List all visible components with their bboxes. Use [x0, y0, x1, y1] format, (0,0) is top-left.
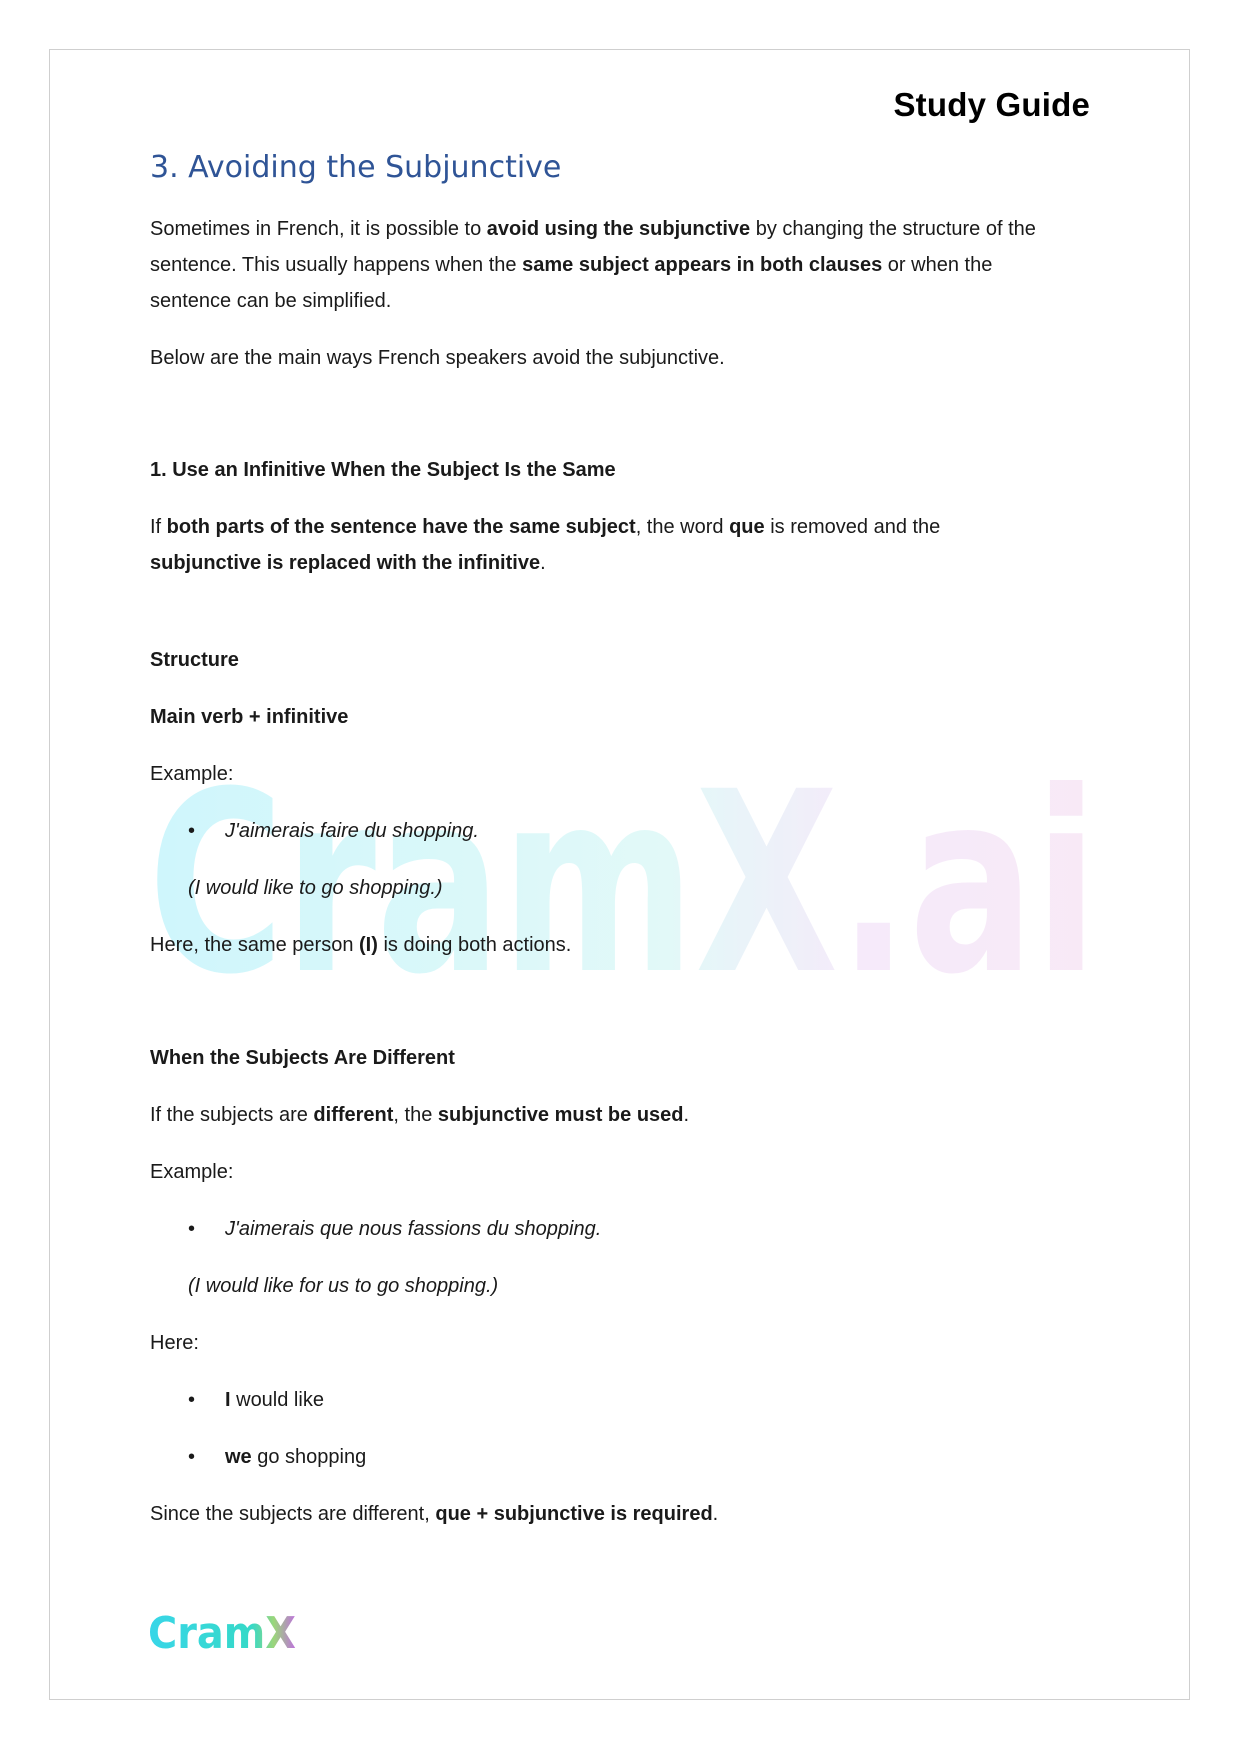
- here-label: Here:: [150, 1332, 199, 1354]
- bullet-icon: •: [188, 1218, 196, 1240]
- conclusion-paragraph: Since the subjects are different, que + subjunctive is required.: [150, 1503, 719, 1525]
- example-french: J'aimerais faire du shopping.: [225, 820, 479, 842]
- example-french-2: J'aimerais que nous fassions du shopping.: [225, 1218, 602, 1240]
- intro-paragraph-2: Below are the main ways French speakers avoid the subjunctive.: [150, 347, 725, 369]
- structure-heading: Structure: [150, 649, 239, 671]
- example-english-2: (I would like for us to go shopping.): [188, 1275, 499, 1297]
- watermark-text: CramX.ai: [148, 755, 1098, 995]
- list-item: • I would like: [188, 1382, 324, 1418]
- list-item: [188, 1211, 601, 1247]
- bullet-icon: •: [188, 1389, 196, 1411]
- example-label: Example:: [150, 763, 234, 785]
- rule2-heading: When the Subjects Are Different: [150, 1047, 455, 1069]
- bullet-icon: •: [188, 1446, 196, 1468]
- bullet-icon: •: [188, 820, 196, 842]
- rule1-note: Here, the same person (I) is doing both actions.: [150, 934, 572, 956]
- cramx-logo: [148, 1608, 298, 1656]
- intro-paragraph: Sometimes in French, it is possible to avoid using the subjunctive by changing the structure of the sentence. This usually happens when the same subject appears in both clauses or when the sentence can be simplified.: [150, 218, 1036, 312]
- logo-text: CramX: [148, 1608, 297, 1656]
- section-title: 3. Avoiding the Subjunctive: [150, 150, 562, 185]
- rule1-paragraph: If both parts of the sentence have the same subject, the word que is removed and the subjunctive is replaced with the infinitive.: [150, 516, 941, 574]
- structure-formula: Main verb + infinitive: [150, 706, 349, 728]
- example-english: (I would like to go shopping.): [188, 877, 443, 899]
- example-label-2: Example:: [150, 1161, 234, 1183]
- rule1-heading: 1. Use an Infinitive When the Subject Is the Same: [150, 459, 616, 481]
- list-item: [188, 813, 479, 849]
- study-guide-title: Study Guide: [893, 86, 1090, 123]
- rule2-paragraph: If the subjects are different, the subjunctive must be used.: [150, 1104, 690, 1126]
- list-item: • we go shopping: [188, 1439, 366, 1475]
